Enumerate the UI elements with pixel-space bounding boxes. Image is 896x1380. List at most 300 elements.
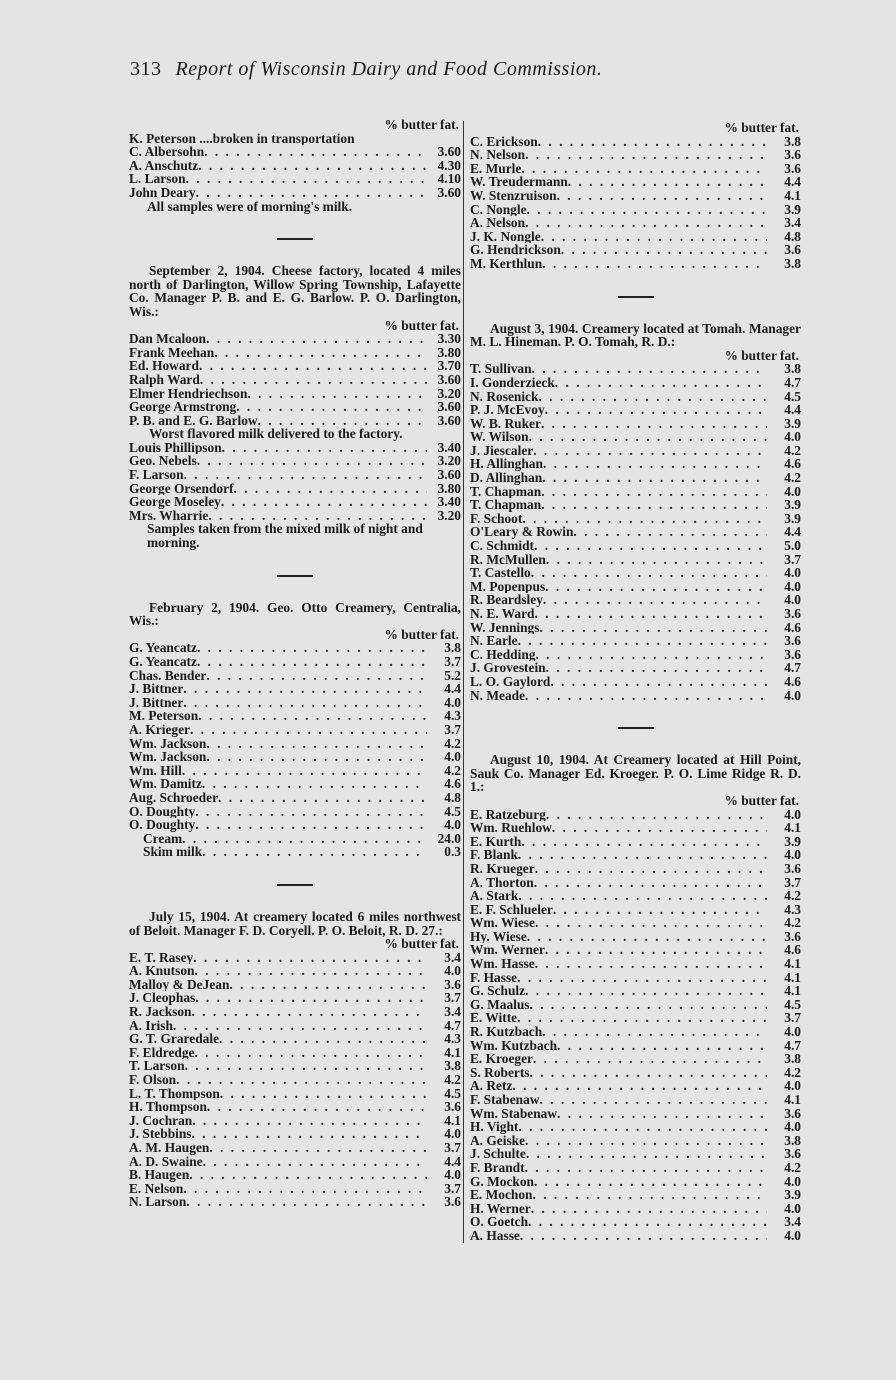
entry-name: F. Eldredge — [129, 1045, 195, 1060]
table-row — [470, 1161, 801, 1175]
table-row — [129, 482, 461, 496]
leader-dots — [518, 634, 767, 648]
table-row — [470, 1202, 801, 1216]
butter-fat-value: 3.6 — [784, 607, 801, 621]
leader-dots — [190, 723, 427, 737]
leader-dots — [530, 998, 767, 1012]
leader-dots — [221, 495, 427, 509]
table-row — [470, 675, 801, 689]
table-row — [470, 1107, 801, 1121]
leader-dots — [538, 390, 767, 404]
entry-name: Dan Mcaloon — [129, 332, 206, 346]
leader-dots — [204, 145, 427, 159]
entry-name: Wm. Jackson — [129, 750, 207, 764]
leader-dots — [545, 943, 767, 957]
table-row — [470, 984, 801, 998]
entry-name: Wm. Wiese — [470, 916, 535, 930]
table-row — [470, 971, 801, 985]
table-row — [129, 387, 461, 401]
table-row — [470, 621, 801, 635]
butter-fat-value: 3.60 — [437, 468, 461, 482]
butter-fat-value: 3.7 — [784, 552, 801, 567]
table-row — [129, 951, 461, 965]
butter-fat-value: 4.4 — [784, 403, 801, 417]
butter-fat-value: 3.4 — [444, 1005, 461, 1019]
leader-dots — [535, 648, 767, 662]
entry-name: G. Hendrickson — [470, 243, 561, 257]
left-block-3 — [129, 601, 461, 859]
entry-name: H. Allinghan — [470, 457, 543, 472]
fat-heading: % butter fat. — [384, 936, 459, 952]
table-row — [470, 916, 801, 930]
leader-dots — [545, 580, 767, 594]
butter-fat-value: 3.6 — [784, 243, 801, 257]
butter-fat-value: 0.3 — [444, 845, 461, 859]
table-row — [470, 1052, 801, 1066]
table-row — [470, 444, 801, 458]
entry-name: S. Roberts — [470, 1065, 530, 1080]
row-list — [129, 441, 461, 523]
butter-fat-value: 3.7 — [784, 1011, 801, 1026]
entry-name: O. Doughty — [129, 804, 196, 819]
butter-fat-value: 3.8 — [784, 362, 801, 376]
note: Worst flavored milk delivered to the factory. — [149, 426, 403, 442]
entry-name: J. Grovestein — [470, 661, 546, 675]
leader-dots — [539, 621, 767, 635]
entry-name: R. Jackson — [129, 1005, 192, 1019]
butter-fat-value: 4.2 — [444, 1073, 461, 1087]
section-intro: July 15, 1904. At creamery located 6 miles northwest of Beloit. Manager F. D. Coryell. P. O. Beloit, R. D. 27.: — [129, 908, 461, 938]
leader-dots — [552, 821, 767, 835]
butter-fat-value: 4.7 — [784, 1038, 801, 1053]
entry-name: W. Wilson — [470, 430, 529, 444]
fat-heading: % butter fat. — [384, 626, 459, 642]
table-row — [470, 634, 801, 648]
leader-dots — [525, 689, 767, 703]
leader-dots — [258, 414, 427, 428]
butter-fat-value: 4.1 — [784, 1093, 801, 1107]
entry-name: George Armstrong — [129, 400, 237, 414]
butter-fat-value: 24.0 — [437, 831, 461, 846]
table-row — [129, 1073, 461, 1087]
leader-dots — [541, 485, 767, 499]
leader-dots — [534, 876, 767, 890]
leader-dots — [182, 764, 427, 778]
butter-fat-value: 4.0 — [784, 1201, 801, 1216]
leader-dots — [195, 991, 427, 1005]
entry-name: P. J. McEvoy — [470, 403, 545, 417]
table-row — [470, 135, 801, 149]
page-title: Report of Wisconsin Dairy and Food Commission. — [175, 58, 603, 80]
butter-fat-value: 4.2 — [784, 471, 801, 485]
butter-fat-value: 3.40 — [437, 495, 461, 509]
table-row — [470, 1134, 801, 1148]
table-row — [129, 1005, 461, 1019]
entry-name: M. Peterson — [129, 709, 199, 723]
entry-name: F. Schoot — [470, 511, 523, 526]
separator-rule — [277, 575, 313, 577]
entry-name: J. Bittner — [129, 682, 184, 696]
note: Samples taken from the mixed milk of night and morning. — [147, 521, 423, 551]
butter-fat-value: 3.7 — [784, 875, 801, 890]
entry-name: F. Olson — [129, 1073, 177, 1087]
table-row — [470, 498, 801, 512]
table-row — [129, 737, 461, 751]
table-row — [470, 689, 801, 703]
right-block-2 — [470, 322, 801, 703]
butter-fat-value: 4.0 — [784, 1025, 801, 1039]
butter-fat-value: 4.1 — [784, 957, 801, 971]
entry-name: A. Retz — [470, 1079, 513, 1093]
butter-fat-value: 4.1 — [444, 1113, 461, 1128]
butter-fat-value: 3.4 — [784, 1215, 801, 1229]
leader-dots — [198, 709, 427, 723]
entry-name: F. Hasse — [470, 970, 518, 985]
entry-name: Elmer Hendriechson — [129, 386, 248, 401]
butter-fat-value: 3.60 — [437, 145, 461, 159]
leader-dots — [193, 951, 427, 965]
leader-dots — [561, 243, 767, 257]
table-row — [129, 750, 461, 764]
leader-dots — [214, 346, 427, 360]
table-row — [129, 1046, 461, 1060]
butter-fat-value: 4.0 — [784, 579, 801, 594]
table-row — [470, 257, 801, 271]
leader-dots — [199, 359, 427, 373]
table-row — [129, 991, 461, 1005]
table-row — [470, 362, 801, 376]
table-row — [470, 417, 801, 431]
leader-dots — [521, 835, 767, 849]
butter-fat-value: 4.7 — [784, 375, 801, 390]
leader-dots — [546, 661, 767, 675]
butter-fat-value: 3.9 — [784, 416, 801, 431]
entry-name: H. Thompson — [129, 1100, 207, 1114]
leader-dots — [535, 862, 767, 876]
leader-dots — [545, 403, 767, 417]
entry-name: N. Rosenick — [470, 389, 539, 404]
entry-name: N. Larson — [129, 1195, 187, 1209]
table-row — [129, 1114, 461, 1128]
table-row — [129, 669, 461, 683]
butter-fat-value: 3.8 — [784, 256, 801, 271]
leader-dots — [189, 1168, 427, 1182]
butter-fat-value: 4.0 — [784, 484, 801, 499]
leader-dots — [184, 468, 427, 482]
table-row — [470, 835, 801, 849]
leader-dots — [525, 1161, 767, 1175]
entry-name: G. Maalus — [470, 997, 530, 1012]
entry-name: Wm. Hill — [129, 763, 182, 778]
entry-name: B. Haugen — [129, 1168, 190, 1182]
table-row — [129, 964, 461, 978]
fat-heading: % butter fat. — [724, 792, 799, 808]
entry-name: H. Vight — [470, 1120, 519, 1134]
table-row — [129, 978, 461, 992]
entry-name: Frank Meehan — [129, 345, 215, 360]
leader-dots — [546, 553, 767, 567]
leader-dots — [206, 669, 427, 683]
butter-fat-value: 4.4 — [444, 682, 461, 696]
table-row — [129, 1195, 461, 1209]
table-row — [129, 641, 461, 655]
leader-dots — [543, 593, 767, 607]
butter-fat-value: 4.5 — [784, 997, 801, 1012]
table-row — [129, 1141, 461, 1155]
leader-dots — [557, 189, 767, 203]
butter-fat-value: 4.3 — [784, 902, 801, 917]
entry-name: M. Kerthlun — [470, 256, 543, 271]
table-row — [470, 943, 801, 957]
row-list — [129, 832, 461, 859]
butter-fat-value: 4.0 — [784, 848, 801, 862]
table-row — [470, 1039, 801, 1053]
butter-fat-value: 3.6 — [784, 161, 801, 176]
leader-dots — [176, 1073, 427, 1087]
entry-name: J. Cochran — [129, 1113, 193, 1128]
leader-dots — [192, 1005, 427, 1019]
entry-name: W. Jennings — [470, 620, 540, 635]
leader-dots — [528, 1215, 767, 1229]
left-block-4 — [129, 910, 461, 1209]
butter-fat-value: 4.7 — [444, 1018, 461, 1033]
table-row — [470, 876, 801, 890]
entry-name: E. Witte — [470, 1011, 518, 1026]
butter-fat-value: 3.9 — [784, 511, 801, 526]
butter-fat-value: 4.0 — [444, 1168, 461, 1182]
entry-name: M. Popenpus — [470, 579, 546, 594]
butter-fat-value: 3.20 — [437, 508, 461, 523]
butter-fat-value: 4.2 — [784, 1065, 801, 1080]
entry-name: A. M. Haugen — [129, 1141, 210, 1155]
butter-fat-value: 3.20 — [437, 454, 461, 469]
leader-dots — [186, 1195, 427, 1209]
entry-name: J. Schulte — [470, 1147, 526, 1161]
leader-dots — [542, 1025, 767, 1039]
entry-name: Wm. Damitz — [129, 777, 202, 791]
table-row — [129, 346, 461, 360]
entry-name: E. T. Rasey — [129, 950, 194, 965]
right-block-3 — [470, 753, 801, 1242]
leader-dots — [535, 957, 767, 971]
entry-name: G. Schulz — [470, 984, 526, 998]
leader-dots — [202, 845, 427, 859]
entry-name: L. T. Thompson — [129, 1086, 220, 1101]
table-row — [470, 148, 801, 162]
leader-dots — [518, 889, 767, 903]
butter-fat-value: 4.0 — [784, 1174, 801, 1189]
separator-rule — [618, 296, 654, 298]
table-row — [129, 1100, 461, 1114]
entry-name: J. Bittner — [129, 695, 184, 710]
butter-fat-value: 4.0 — [444, 964, 461, 978]
entry-name: Louis Phillipson — [129, 440, 222, 455]
entry-name: T. Chapman — [470, 498, 542, 512]
table-row — [470, 648, 801, 662]
section-intro: September 2, 1904. Cheese factory, located 4 miles north of Darlington, Willow Spring Township, Lafayette Co. Manager P. B. and E. G. Barlow. P. O. Darlington, Wis.: — [129, 263, 461, 319]
entry-name: N. Nelson — [470, 148, 526, 162]
entry-name: G. Yeancatz — [129, 655, 197, 669]
butter-fat-value: 3.40 — [437, 440, 461, 455]
entry-name: E. Murle — [470, 161, 522, 176]
table-row — [129, 1032, 461, 1046]
leader-dots — [534, 1175, 767, 1189]
entry-name: John Deary — [129, 185, 196, 200]
entry-name: A. Thorton — [470, 875, 534, 890]
entry-name: Ed. Howard — [129, 359, 199, 373]
entry-name: O. Goetch — [470, 1215, 529, 1229]
butter-fat-value: 5.2 — [444, 668, 461, 683]
entry-name: J. Jiescaler — [470, 443, 534, 458]
table-row — [129, 696, 461, 710]
entry-name: F. Larson — [129, 468, 184, 482]
table-row — [470, 216, 801, 230]
butter-fat-value: 4.0 — [784, 807, 801, 822]
table-row — [129, 1127, 461, 1141]
butter-fat-value: 3.30 — [437, 332, 461, 346]
leader-dots — [525, 148, 767, 162]
entry-name: A. Nelson — [470, 216, 526, 230]
leader-dots — [200, 373, 427, 387]
leader-dots — [525, 1134, 767, 1148]
table-row — [470, 862, 801, 876]
row-list — [470, 362, 801, 702]
entry-name: T. Sullivan — [470, 362, 532, 376]
entry-name: F. Stabenaw — [470, 1093, 540, 1107]
entry-name: P. B. and E. G. Barlow — [129, 413, 258, 428]
leader-dots — [542, 471, 767, 485]
leader-dots — [532, 362, 767, 376]
leader-dots — [197, 641, 427, 655]
leader-dots — [538, 135, 767, 149]
table-row — [470, 203, 801, 217]
leader-dots — [183, 1182, 427, 1196]
leader-dots — [229, 978, 427, 992]
table-row — [470, 1066, 801, 1080]
butter-fat-value: 3.6 — [444, 977, 461, 992]
entry-name: W. B. Ruker — [470, 416, 541, 431]
entry-name: N. E. Ward — [470, 607, 535, 621]
note: All samples were of morning's milk. — [147, 198, 353, 214]
entry-name: L. Larson — [129, 172, 186, 186]
entry-name: A. Stark — [470, 889, 519, 903]
row-list — [129, 332, 461, 427]
separator-rule — [277, 884, 313, 886]
table-row — [470, 821, 801, 835]
butter-fat-value: 4.2 — [784, 916, 801, 930]
entry-name: Wm. Kutzbach — [470, 1038, 558, 1053]
butter-fat-value: 4.6 — [784, 943, 801, 958]
entry-name: Geo. Nebels — [129, 454, 197, 469]
entry-name: A. Irish — [129, 1018, 173, 1033]
butter-fat-value: 4.0 — [444, 750, 461, 764]
table-row — [470, 162, 801, 176]
leader-dots — [568, 175, 767, 189]
entry-name: J. K. Nongle — [470, 229, 541, 244]
leader-dots — [206, 332, 427, 346]
entry-name: G. Yeancatz — [129, 641, 197, 655]
entry-name: T. Chapman — [470, 484, 542, 499]
butter-fat-value: 4.1 — [784, 188, 801, 203]
section-intro: August 3, 1904. Creamery located at Tomah. Manager M. L. Hineman. P. O. Tomah, R. D.: — [470, 320, 801, 350]
entry-name: N. Earle — [470, 634, 518, 648]
entry-name: H. Werner — [470, 1201, 531, 1216]
entry-name: C. Nongle — [470, 202, 527, 217]
leader-dots — [195, 805, 427, 819]
entry-name: C. Hedding — [470, 647, 536, 662]
leader-dots — [517, 1011, 767, 1025]
entry-name: A. Anschutz — [129, 158, 199, 173]
butter-fat-value: 4.0 — [784, 1079, 801, 1093]
table-row — [470, 243, 801, 257]
butter-fat-value: 4.0 — [444, 695, 461, 710]
leader-dots — [206, 737, 427, 751]
entry-name: E. Kurth — [470, 834, 522, 849]
butter-fat-value: 4.2 — [784, 443, 801, 458]
butter-fat-value: 4.0 — [444, 818, 461, 832]
table-row — [129, 845, 461, 859]
entry-name: Mrs. Wharrie — [129, 508, 209, 523]
entry-name: R. Krueger — [470, 861, 535, 876]
section-intro: August 10, 1904. At Creamery located at Hill Point, Sauk Co. Manager Ed. Kroeger. P. O. Lime Ridge R. D. 1.: — [470, 752, 801, 795]
leader-dots — [207, 1100, 427, 1114]
butter-fat-value: 4.2 — [784, 1160, 801, 1175]
table-row — [129, 791, 461, 805]
butter-fat-value: 4.5 — [444, 1086, 461, 1101]
butter-fat-value: 4.6 — [784, 457, 801, 472]
leader-dots — [543, 457, 767, 471]
entry-name: D. Allinghan — [470, 471, 543, 485]
butter-fat-value: 3.8 — [784, 134, 801, 149]
table-row — [470, 661, 801, 675]
entry-name: Ralph Ward — [129, 372, 200, 387]
table-row — [129, 1059, 461, 1073]
section-intro: February 2, 1904. Geo. Otto Creamery, Centralia, Wis.: — [129, 599, 461, 629]
leader-dots — [236, 400, 427, 414]
leader-dots — [208, 509, 427, 523]
table-row — [470, 376, 801, 390]
entry-name: Skim milk — [143, 845, 203, 859]
butter-fat-value: 3.80 — [437, 481, 461, 496]
leader-dots — [209, 1141, 427, 1155]
table-row — [470, 230, 801, 244]
leader-dots — [525, 216, 767, 230]
leader-dots — [557, 1107, 767, 1121]
leader-dots — [185, 1059, 427, 1073]
entry-name: Hy. Wiese — [470, 929, 527, 944]
leader-dots — [220, 1087, 427, 1101]
table-row — [470, 430, 801, 444]
butter-fat-value: 3.60 — [437, 185, 461, 200]
leader-dots — [530, 1066, 767, 1080]
table-row — [129, 818, 461, 832]
butter-fat-value: 3.7 — [444, 1181, 461, 1196]
leader-dots — [546, 808, 767, 822]
left-column — [129, 118, 461, 1209]
leader-dots — [522, 512, 767, 526]
butter-fat-value: 4.3 — [444, 1032, 461, 1046]
butter-fat-value: 3.9 — [784, 202, 801, 217]
table-row — [470, 607, 801, 621]
table-row — [470, 848, 801, 862]
leader-dots — [531, 566, 767, 580]
entry-name: I. Gonderzieck — [470, 375, 555, 390]
leader-dots — [247, 387, 427, 401]
butter-fat-value: 4.1 — [784, 984, 801, 998]
row-list — [129, 641, 461, 831]
butter-fat-value: 3.7 — [444, 991, 461, 1006]
leader-dots — [183, 682, 427, 696]
